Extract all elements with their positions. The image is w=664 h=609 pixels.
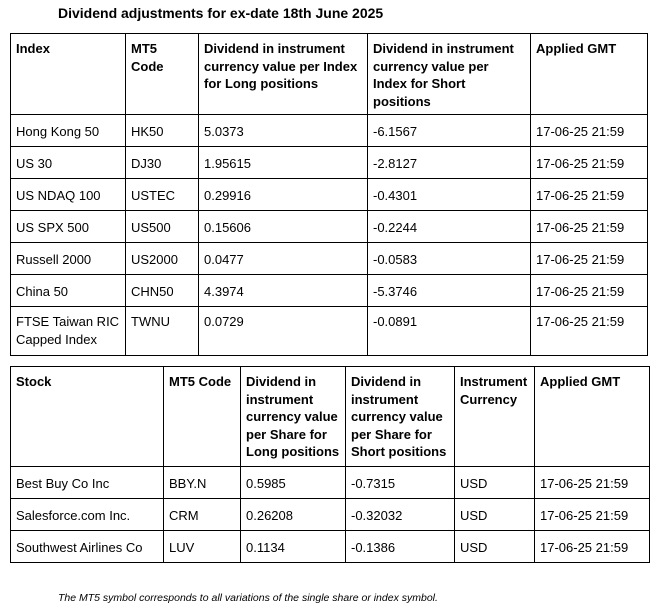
table-row (11, 467, 650, 499)
cell-applied-gmt: 17-06-25 21:59 (531, 243, 648, 275)
cell-mt5-code: LUV (164, 531, 241, 563)
header-long-dividend: Dividend in instrument currency value per Share for Long positions (241, 367, 346, 467)
cell-long-dividend: 0.5985 (241, 467, 346, 499)
page-title: Dividend adjustments for ex-date 18th June 2025 (58, 5, 384, 21)
header-short-dividend: Dividend in instrument currency value per Index for Short positions (368, 34, 531, 115)
cell-short-dividend: -0.4301 (368, 179, 531, 211)
stock-dividend-table (10, 366, 650, 563)
table-row (11, 179, 648, 211)
cell-applied-gmt: 17-06-25 21:59 (535, 499, 650, 531)
cell-index: China 50 (11, 275, 126, 307)
cell-long-dividend: 0.0477 (199, 243, 368, 275)
cell-stock: Salesforce.com Inc. (11, 499, 164, 531)
cell-short-dividend: -0.32032 (346, 499, 455, 531)
cell-currency: USD (455, 467, 535, 499)
cell-currency: USD (455, 499, 535, 531)
header-long-dividend: Dividend in instrument currency value per Index for Long positions (199, 34, 368, 115)
cell-mt5-code: USTEC (126, 179, 199, 211)
cell-long-dividend: 0.1134 (241, 531, 346, 563)
cell-index: Russell 2000 (11, 243, 126, 275)
cell-short-dividend: -0.2244 (368, 211, 531, 243)
table-row (11, 243, 648, 275)
cell-mt5-code: BBY.N (164, 467, 241, 499)
table-row (11, 307, 648, 356)
cell-long-dividend: 0.0729 (199, 307, 368, 356)
cell-applied-gmt: 17-06-25 21:59 (531, 147, 648, 179)
cell-currency: USD (455, 531, 535, 563)
cell-short-dividend: -0.0891 (368, 307, 531, 356)
table-row (11, 531, 650, 563)
cell-short-dividend: -0.0583 (368, 243, 531, 275)
header-mt5-code: MT5 Code (164, 367, 241, 467)
cell-long-dividend: 4.3974 (199, 275, 368, 307)
table-header-row (11, 367, 650, 467)
cell-short-dividend: -2.8127 (368, 147, 531, 179)
cell-applied-gmt: 17-06-25 21:59 (531, 307, 648, 356)
index-dividend-table (10, 33, 648, 356)
table-row (11, 147, 648, 179)
cell-index: US 30 (11, 147, 126, 179)
cell-index: FTSE Taiwan RIC Capped Index (11, 307, 126, 356)
cell-applied-gmt: 17-06-25 21:59 (531, 211, 648, 243)
cell-short-dividend: -5.3746 (368, 275, 531, 307)
cell-index: Hong Kong 50 (11, 115, 126, 147)
header-applied-gmt: Applied GMT (535, 367, 650, 467)
table-row (11, 275, 648, 307)
cell-mt5-code: CHN50 (126, 275, 199, 307)
table-row (11, 499, 650, 531)
cell-applied-gmt: 17-06-25 21:59 (535, 467, 650, 499)
cell-mt5-code: US500 (126, 211, 199, 243)
cell-applied-gmt: 17-06-25 21:59 (531, 115, 648, 147)
cell-mt5-code: DJ30 (126, 147, 199, 179)
cell-short-dividend: -0.7315 (346, 467, 455, 499)
cell-mt5-code: CRM (164, 499, 241, 531)
cell-mt5-code: US2000 (126, 243, 199, 275)
footnote: The MT5 symbol corresponds to all variations of the single share or index symbol. (58, 592, 438, 604)
cell-applied-gmt: 17-06-25 21:59 (535, 531, 650, 563)
cell-stock: Best Buy Co Inc (11, 467, 164, 499)
cell-index: US SPX 500 (11, 211, 126, 243)
cell-stock: Southwest Airlines Co (11, 531, 164, 563)
header-mt5-code: MT5 Code (126, 34, 199, 115)
header-applied-gmt: Applied GMT (531, 34, 648, 115)
table-row (11, 115, 648, 147)
table-header-row (11, 34, 648, 115)
cell-mt5-code: HK50 (126, 115, 199, 147)
cell-mt5-code: TWNU (126, 307, 199, 356)
table-row (11, 211, 648, 243)
cell-applied-gmt: 17-06-25 21:59 (531, 275, 648, 307)
cell-index: US NDAQ 100 (11, 179, 126, 211)
cell-short-dividend: -0.1386 (346, 531, 455, 563)
cell-long-dividend: 0.29916 (199, 179, 368, 211)
header-stock: Stock (11, 367, 164, 467)
cell-long-dividend: 0.15606 (199, 211, 368, 243)
cell-long-dividend: 0.26208 (241, 499, 346, 531)
cell-long-dividend: 5.0373 (199, 115, 368, 147)
header-short-dividend: Dividend in instrument currency value per Share for Short positions (346, 367, 455, 467)
cell-short-dividend: -6.1567 (368, 115, 531, 147)
header-instrument-currency: Instrument Currency (455, 367, 535, 467)
header-index: Index (11, 34, 126, 115)
cell-applied-gmt: 17-06-25 21:59 (531, 179, 648, 211)
cell-long-dividend: 1.95615 (199, 147, 368, 179)
